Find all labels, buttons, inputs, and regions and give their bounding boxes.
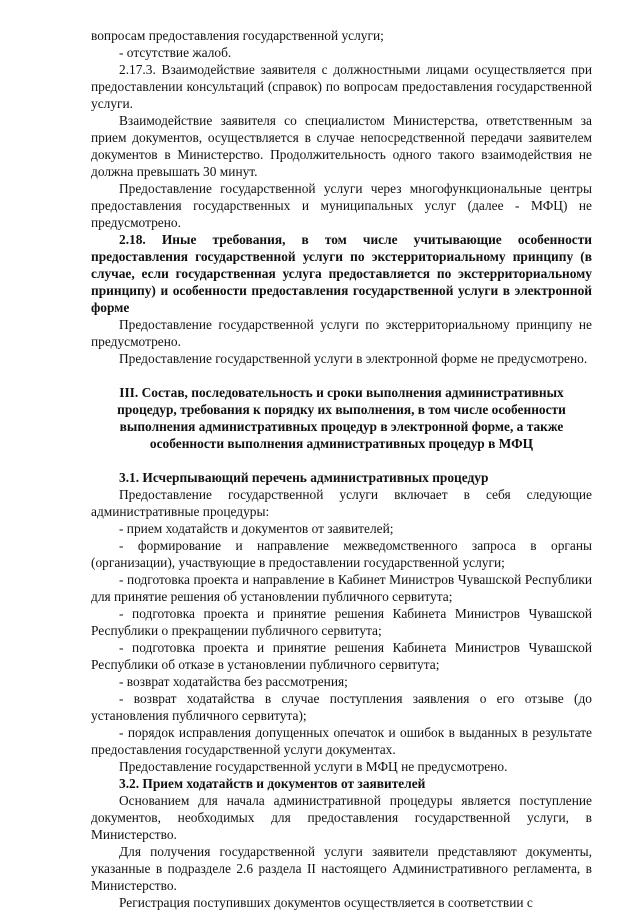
list-item-procedure: - подготовка проекта и принятие решения Кабинета Министров Чувашской Республики о прекращении публичного сервитута; xyxy=(91,606,592,638)
paragraph-basis-start: Основанием для начала административной процедуры является поступление документов, необходимых для предоставления государственной услуги, в Министерство. xyxy=(91,793,592,842)
paragraph-procedures-intro: Предоставление государственной услуги включает в себя следующие административные процедуры: xyxy=(91,487,592,519)
list-item-procedure: - порядок исправления допущенных опечаток и ошибок в выданных в результате предоставления государственной услуги документах. xyxy=(91,725,592,757)
section-heading-iii: III. Состав, последовательность и сроки выполнения административных процедур, требования к порядку их выполнения, в том числе особенности выполнения административных процедур в электронной форме, а также особенности выполнения административных процедур в МФЦ xyxy=(117,385,566,451)
paragraph-mfc-not-provided-2: Предоставление государственной услуги в МФЦ не предусмотрено. xyxy=(119,759,508,774)
list-item-procedure: - возврат ходатайства без рассмотрения; xyxy=(119,674,348,689)
paragraph-electronic-form: Предоставление государственной услуги в электронной форме не предусмотрено. xyxy=(119,351,588,366)
heading-2-18: 2.18. Иные требования, в том числе учитывающие особенности предоставления государственной услуги по экстерриториальному принципу (в случае, если государственная услуга предоставляется по экстерриториальному принципу) и особенности предоставления государственной услуги в электронной форме xyxy=(91,232,592,315)
paragraph-mfc-not-provided: Предоставление государственной услуги через многофункциональные центры предоставления государственных и муниципальных услуг (далее - МФЦ) не предусмотрено. xyxy=(91,181,592,230)
heading-3-2: 3.2. Прием ходатайств и документов от заявителей xyxy=(119,776,426,791)
document-page xyxy=(91,27,592,911)
paragraph-extraterritorial: Предоставление государственной услуги по экстерриториальному принципу не предусмотрено. xyxy=(91,317,592,349)
heading-3-1: 3.1. Исчерпывающий перечень административных процедур xyxy=(119,470,489,485)
paragraph-2-17-3: 2.17.3. Взаимодействие заявителя с должностными лицами осуществляется при предоставлении консультаций (справок) по вопросам предоставления государственной услуги. xyxy=(91,62,592,111)
list-item-no-complaints: - отсутствие жалоб. xyxy=(119,45,232,60)
list-item-procedure: - возврат ходатайства в случае поступления заявления о его отзыве (до установления публичного сервитута); xyxy=(91,691,592,723)
paragraph-continuation: вопросам предоставления государственной услуги; xyxy=(91,28,384,43)
list-item-procedure: - подготовка проекта и направление в Кабинет Министров Чувашской Республики для принятие решения об установлении публичного сервитута; xyxy=(91,572,592,604)
list-item-procedure: - прием ходатайств и документов от заявителей; xyxy=(119,521,394,536)
paragraph-registration: Регистрация поступивших документов осуществляется в соответствии с xyxy=(119,895,533,910)
paragraph-interaction-specialist: Взаимодействие заявителя со специалистом Министерства, ответственным за прием документов, осуществляется в случае непосредственной передачи заявителем документов в Министерство. Продолжительность одного такого взаимодействия не должна превышать 30 минут. xyxy=(91,113,592,179)
paragraph-documents-submission: Для получения государственной услуги заявители представляют документы, указанные в подразделе 2.6 раздела II настоящего Административного регламента, в Министерство. xyxy=(91,844,592,893)
list-item-procedure: - формирование и направление межведомственного запроса в органы (организации), участвующие в предоставлении государственной услуги; xyxy=(91,538,592,570)
list-item-procedure: - подготовка проекта и принятие решения Кабинета Министров Чувашской Республики об отказе в установлении публичного сервитута; xyxy=(91,640,592,672)
